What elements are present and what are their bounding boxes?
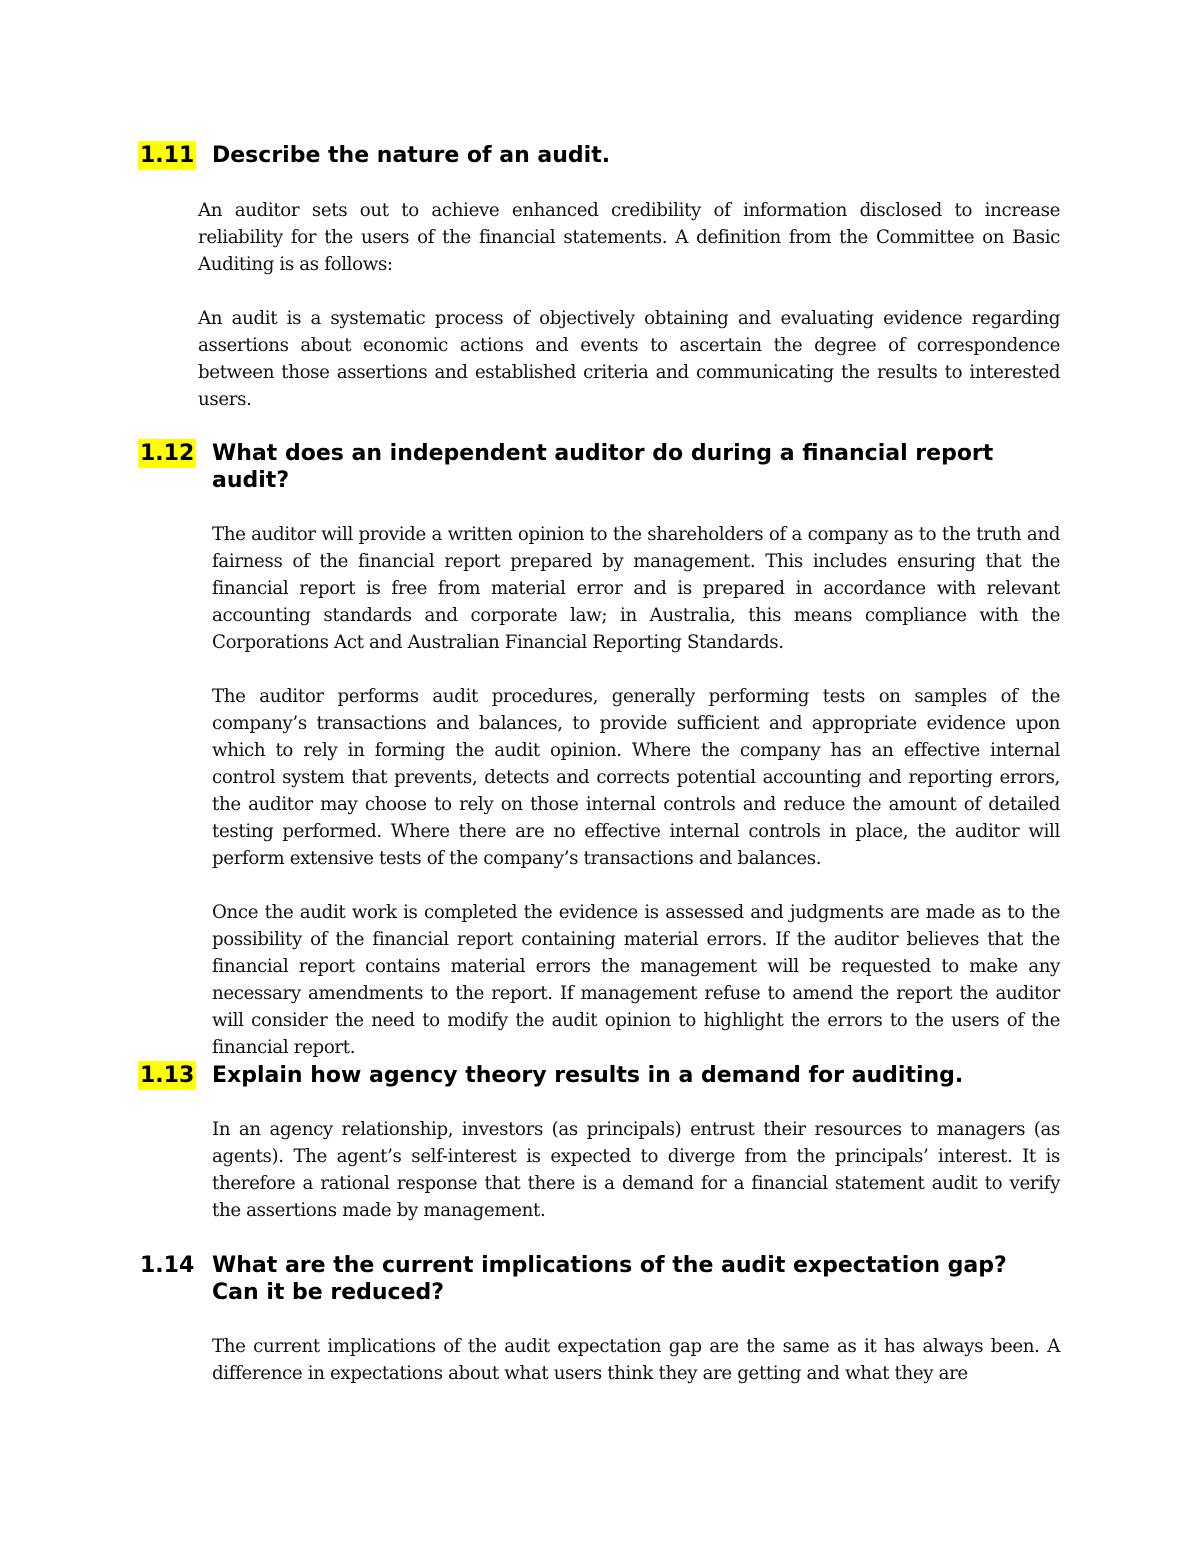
answer-paragraph: The current implications of the audit expectation gap are the same as it has always been. A difference in expectations about what users think they are getting and what they are — [212, 1336, 1060, 1384]
question-heading — [140, 440, 1060, 494]
question-text: Describe the nature of an audit. — [212, 143, 611, 168]
question-text: What does an independent auditor do during a financial report audit? — [212, 441, 994, 493]
section-1-13 — [140, 1062, 1060, 1224]
question-heading — [140, 1062, 1060, 1089]
question-heading — [140, 1252, 1060, 1306]
question-number — [140, 1062, 212, 1089]
question-number — [140, 142, 212, 169]
question-heading — [140, 142, 1060, 169]
question-text: Explain how agency theory results in a demand for auditing. — [212, 1063, 964, 1088]
highlight-mark: 1.11 — [140, 143, 195, 168]
answer-paragraph: The auditor will provide a written opinion to the shareholders of a company as to the truth and fairness of the financial report prepared by management. This includes ensuring that the financial report is free from material error and is prepared in accordance with relevant accounting standards and corporate law; in Australia, this means compliance with the Corporations Act and Australian Financial Reporting Standards. — [212, 524, 1060, 653]
definition-paragraph: An audit is a systematic process of objectively obtaining and evaluating evidence regarding assertions about economic actions and events to ascertain the degree of correspondence between those assertions and established criteria and communicating the results to interested users. — [198, 308, 1060, 410]
highlight-mark: 1.13 — [140, 1063, 195, 1088]
answer-paragraph: The auditor performs audit procedures, generally performing tests on samples of the company’s transactions and balances, to provide sufficient and appropriate evidence upon which to rely in forming the audit opinion. Where the company has an effective internal control system that prevents, detects and corrects potential accounting and reporting errors, the auditor may choose to rely on those internal controls and reduce the amount of detailed testing performed. Where there are no effective internal controls in place, the auditor will perform extensive tests of the company’s transactions and balances. — [212, 686, 1060, 869]
section-1-14 — [140, 1252, 1060, 1387]
answer-paragraph: An auditor sets out to achieve enhanced credibility of information disclosed to increase reliability for the users of the financial statements. A definition from the Committee on Basic Auditing is as follows: — [198, 200, 1060, 275]
section-1-11 — [140, 142, 1060, 413]
highlight-mark: 1.12 — [140, 441, 195, 466]
question-text: What are the current implications of the audit expectation gap? Can it be reduced? — [212, 1253, 1007, 1305]
question-number: 1.14 — [140, 1253, 195, 1278]
answer-paragraph: In an agency relationship, investors (as principals) entrust their resources to managers (as agents). The agent’s self-interest is expected to diverge from the principals’ interest. It is therefore a rational response that there is a demand for a financial statement audit to verify the assertions made by management. — [212, 1119, 1060, 1221]
section-1-12 — [140, 440, 1060, 1061]
answer-paragraph: Once the audit work is completed the evidence is assessed and judgments are made as to the possibility of the financial report containing material errors. If the auditor believes that the financial report contains material errors the management will be requested to make any necessary amendments to the report. If management refuse to amend the report the auditor will consider the need to modify the audit opinion to highlight the errors to the users of the financial report. — [212, 902, 1060, 1058]
question-number — [140, 440, 212, 467]
